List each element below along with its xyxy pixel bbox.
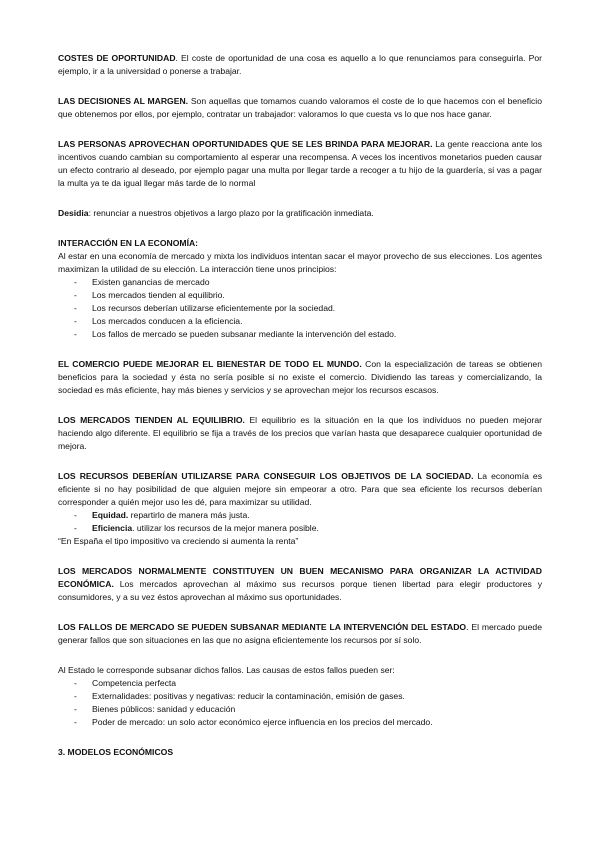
term-desidia: Desidia — [58, 208, 89, 218]
paragraph-desidia: Desidia: renunciar a nuestros objetivos a largo plazo por la gratificación inmediata. — [58, 208, 374, 218]
quote-renta: “En España el tipo impositivo va creciendo si aumenta la renta” — [58, 536, 299, 546]
list-item: - Competencia perfecta — [58, 677, 542, 690]
list-item: - Eficiencia. utilizar los recursos de la mejor manera posible. — [58, 522, 542, 535]
paragraph-decisiones: LAS DECISIONES AL MARGEN. Son aquellas que tomamos cuando valoramos el coste de lo que hacemos con el beneficio que obtenemos por ellos, por ejemplo, contratar un trabajador: valoramos lo que cuesta vs lo que nos hace ganar. — [58, 96, 543, 119]
paragraph-costes: COSTES DE OPORTUNIDAD. El coste de oportunidad de una cosa es aquello a lo que renunciamos para conseguirla. Por ejemplo, ir a la universidad o ponerse a trabajar. — [58, 53, 543, 76]
heading-fallos: LOS FALLOS DE MERCADO SE PUEDEN SUBSANAR MEDIANTE LA INTERVENCIÓN DEL ESTADO — [58, 622, 467, 632]
list-principios — [58, 276, 542, 341]
paragraph-fallos: LOS FALLOS DE MERCADO SE PUEDEN SUBSANAR MEDIANTE LA INTERVENCIÓN DEL ESTADO. El mercado puede generar fallos que son situaciones en las que no asigna eficientemente los recursos por sí solo. — [58, 622, 542, 645]
list-item: - Los mercados tienden al equilibrio. — [58, 289, 542, 302]
heading-interaccion: INTERACCIÓN EN LA ECONOMÍA: — [58, 238, 199, 248]
heading-costes: COSTES DE OPORTUNIDAD — [58, 53, 176, 63]
heading-decisiones: LAS DECISIONES AL MARGEN. — [58, 96, 189, 106]
paragraph-estado: Al Estado le corresponde subsanar dichos fallos. Las causas de estos fallos pueden ser: — [58, 665, 395, 675]
paragraph-equilibrio: LOS MERCADOS TIENDEN AL EQUILIBRIO. El equilibrio es la situación en la que los individuos no pueden mejorar haciendo algo diferente. El equilibrio se fija a través de los precios que varían hasta que desaparece cualquier oportunidad de mejora. — [58, 415, 542, 451]
list-item: - Externalidades: positivas y negativas: reducir la contaminación, emisión de gases. — [58, 690, 542, 703]
heading-mercados-mecanismo: LOS MERCADOS NORMALMENTE CONSTITUYEN UN BUEN MECANISMO PARA ORGANIZAR LA ACTIVIDAD ECONÓMICA. — [58, 566, 542, 589]
paragraph-comercio: EL COMERCIO PUEDE MEJORAR EL BIENESTAR DE TODO EL MUNDO. Con la especialización de tareas se obtienen beneficios para la sociedad y ésta no sería posible si no existe el comercio. Dividiendo las tareas y comercializando, la sociedad es más eficiente, hay más bienes y servicios y se aprovechan mejor los recursos escasos. — [58, 359, 542, 395]
heading-equilibrio: LOS MERCADOS TIENDEN AL EQUILIBRIO. — [58, 415, 245, 425]
list-item: - Los mercados conducen a la eficiencia. — [58, 315, 542, 328]
heading-recursos: LOS RECURSOS DEBERÍAN UTILIZARSE PARA CONSEGUIR LOS OBJETIVOS DE LA SOCIEDAD. — [58, 471, 474, 481]
list-recursos — [58, 509, 542, 535]
heading-personas: LAS PERSONAS APROVECHAN OPORTUNIDADES QUE SE LES BRINDA PARA MEJORAR. — [58, 139, 433, 149]
list-item: - Bienes públicos: sanidad y educación — [58, 703, 542, 716]
paragraph-interaccion: Al estar en una economía de mercado y mixta los individuos intentan sacar el mayor provecho de sus elecciones. Los agentes maximizan la utilidad de su elección. La interacción tiene unos principios: — [58, 251, 542, 274]
list-item: - Poder de mercado: un solo actor económico ejerce influencia en los precios del mercado. — [58, 716, 542, 729]
paragraph-mercados-mecanismo: LOS MERCADOS NORMALMENTE CONSTITUYEN UN BUEN MECANISMO PARA ORGANIZAR LA ACTIVIDAD ECONÓMICA. Los mercados aprovechan al máximo sus recursos porque tienen libertad para elegir productores y consumidores, y a su vez éstos aprovechan al máximo sus oportunidades. — [58, 566, 542, 602]
paragraph-recursos: LOS RECURSOS DEBERÍAN UTILIZARSE PARA CONSEGUIR LOS OBJETIVOS DE LA SOCIEDAD. La economía es eficiente si no hay posibilidad de que alguien mejore sin empeorar a otro. Para que sea eficiente los recursos deberían corresponder a quién mejor uso les dé, para maximizar su utilidad. — [58, 471, 542, 507]
heading-modelos: 3. MODELOS ECONÓMICOS — [58, 747, 174, 757]
list-item: - Los recursos deberían utilizarse eficientemente por la sociedad. — [58, 302, 542, 315]
list-item: - Existen ganancias de mercado — [58, 276, 542, 289]
heading-comercio: EL COMERCIO PUEDE MEJORAR EL BIENESTAR DE TODO EL MUNDO. — [58, 359, 362, 369]
list-item: - Los fallos de mercado se pueden subsanar mediante la intervención del estado. — [58, 328, 542, 341]
list-causas — [58, 677, 542, 729]
list-item: - Equidad. repartirlo de manera más justa. — [58, 509, 542, 522]
paragraph-personas: LAS PERSONAS APROVECHAN OPORTUNIDADES QUE SE LES BRINDA PARA MEJORAR. La gente reacciona ante los incentivos cuando cambian su comportamiento al esperar una recompensa. A veces los incentivos monetarios pueden causar un efecto contrario al deseado, por ejemplo pagar una multa por llegar tarde a recoger a tu hijo de la guardería, si vas a pagar la multa ya te da igual llegar más tarde de lo normal — [58, 139, 542, 188]
